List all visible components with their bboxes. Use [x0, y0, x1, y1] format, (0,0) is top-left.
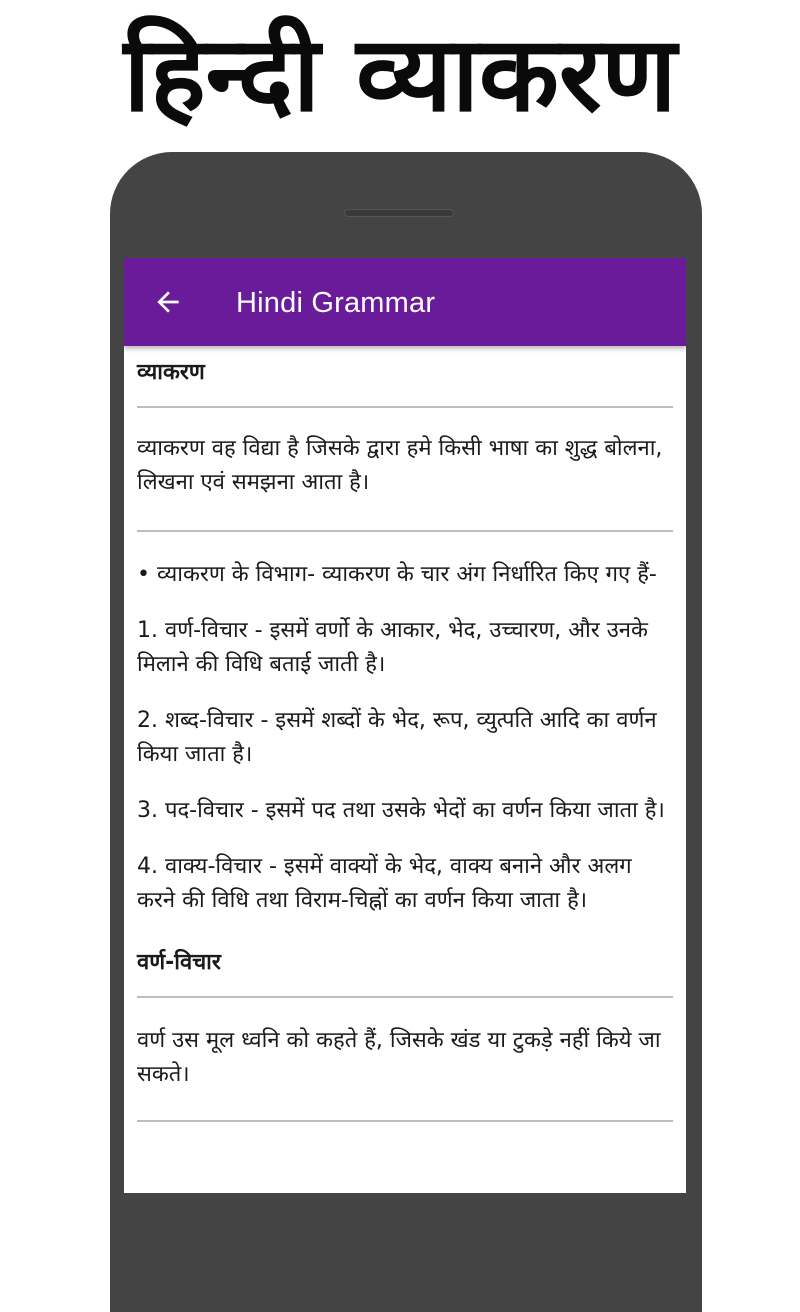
list-item: 1. वर्ण-विचार - इसमें वर्णो के आकार, भेद, उच्चारण, और उनके मिलाने की विधि बताई जाती है। — [137, 618, 648, 677]
paragraph: व्याकरण वह विद्या है जिसके द्वारा हमे किसी भाषा का शुद्ध बोलना, लिखना एवं समझना आता है। — [137, 436, 663, 495]
list-item: 3. पद-विचार - इसमें पद तथा उसके भेदों का वर्णन किया जाता है। — [137, 798, 665, 823]
phone-frame — [110, 152, 702, 1312]
promo-title: हिन्दी व्याकरण — [123, 13, 677, 135]
app-bar-title: Hindi Grammar — [236, 287, 436, 319]
list-item: 4. वाक्य-विचार - इसमें वाक्यों के भेद, वाक्य बनाने और अलग करने की विधि तथा विराम-चिह्नों का वर्णन किया जाता है। — [137, 854, 632, 913]
grammar-content[interactable] — [124, 346, 686, 1193]
list-item: 2. शब्द-विचार - इसमें शब्दों के भेद, रूप, व्युत्पति आदि का वर्णन किया जाता है। — [137, 708, 657, 767]
divider — [137, 1120, 673, 1122]
app-bar — [124, 258, 686, 346]
app-screen — [124, 258, 686, 1193]
section-heading: वर्ण-विचार — [137, 948, 673, 998]
phone-speaker — [344, 209, 454, 217]
paragraph: वर्ण उस मूल ध्वनि को कहते हैं, जिसके खंड या टुकड़े नहीं किये जा सकते। — [137, 1028, 661, 1087]
paragraph: • व्याकरण के विभाग- व्याकरण के चार अंग निर्धारित किए गए हैं- — [137, 562, 657, 587]
divider — [137, 530, 673, 532]
section-heading: व्याकरण — [137, 358, 673, 408]
arrow-back-icon[interactable] — [152, 286, 184, 318]
